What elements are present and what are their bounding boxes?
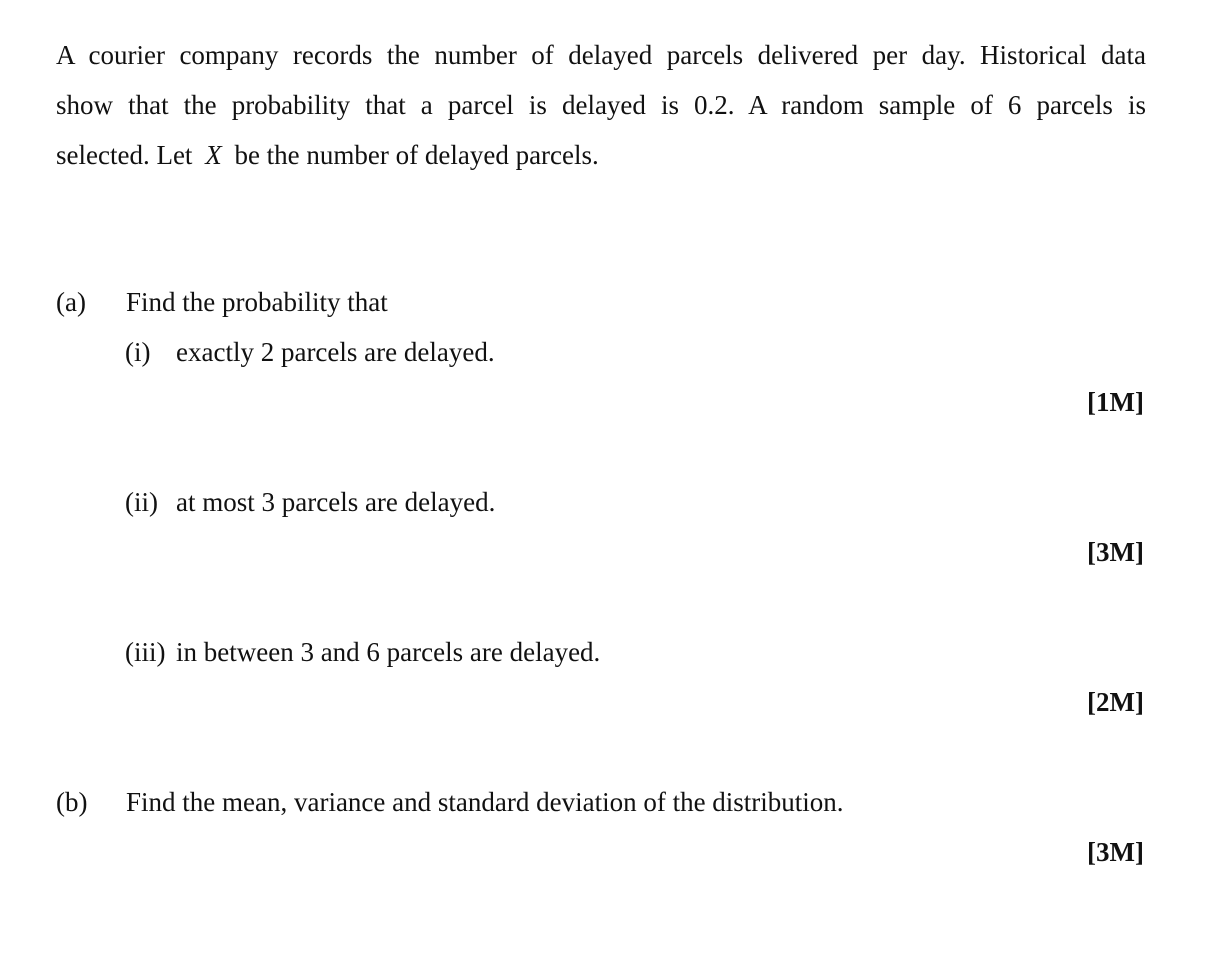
stem-line-3-start: selected. Let	[56, 140, 193, 170]
part-a-i-label: (i)	[125, 337, 151, 367]
part-a-i-text: exactly 2 parcels are delayed.	[176, 337, 495, 367]
part-b-prompt: Find the mean, variance and standard deviation of the distribution.	[126, 787, 844, 817]
part-a-ii-marks: [3M]	[1087, 537, 1144, 567]
part-a-iii-label: (iii)	[125, 637, 166, 667]
part-b-label: (b)	[56, 787, 88, 817]
stem-line-1: A courier company records the number of delayed parcels delivered per day. Historical data	[56, 40, 1146, 70]
part-a-label: (a)	[56, 287, 86, 317]
part-a-prompt: Find the probability that	[126, 287, 388, 317]
part-a-i-marks: [1M]	[1087, 387, 1144, 417]
random-variable: X	[205, 140, 222, 170]
part-a-ii-text: at most 3 parcels are delayed.	[176, 487, 496, 517]
stem-line-3	[56, 130, 1146, 180]
part-b-marks: [3M]	[1087, 837, 1144, 867]
part-a-ii-label: (ii)	[125, 487, 158, 517]
stem-line-2: show that the probability that a parcel is delayed is 0.2. A random sample of 6 parcels is	[56, 90, 1146, 120]
stem-line-3-end: be the number of delayed parcels.	[234, 140, 599, 170]
part-a-iii-marks: [2M]	[1087, 687, 1144, 717]
part-a-iii-text: in between 3 and 6 parcels are delayed.	[176, 637, 601, 667]
question-stem	[56, 30, 1146, 180]
